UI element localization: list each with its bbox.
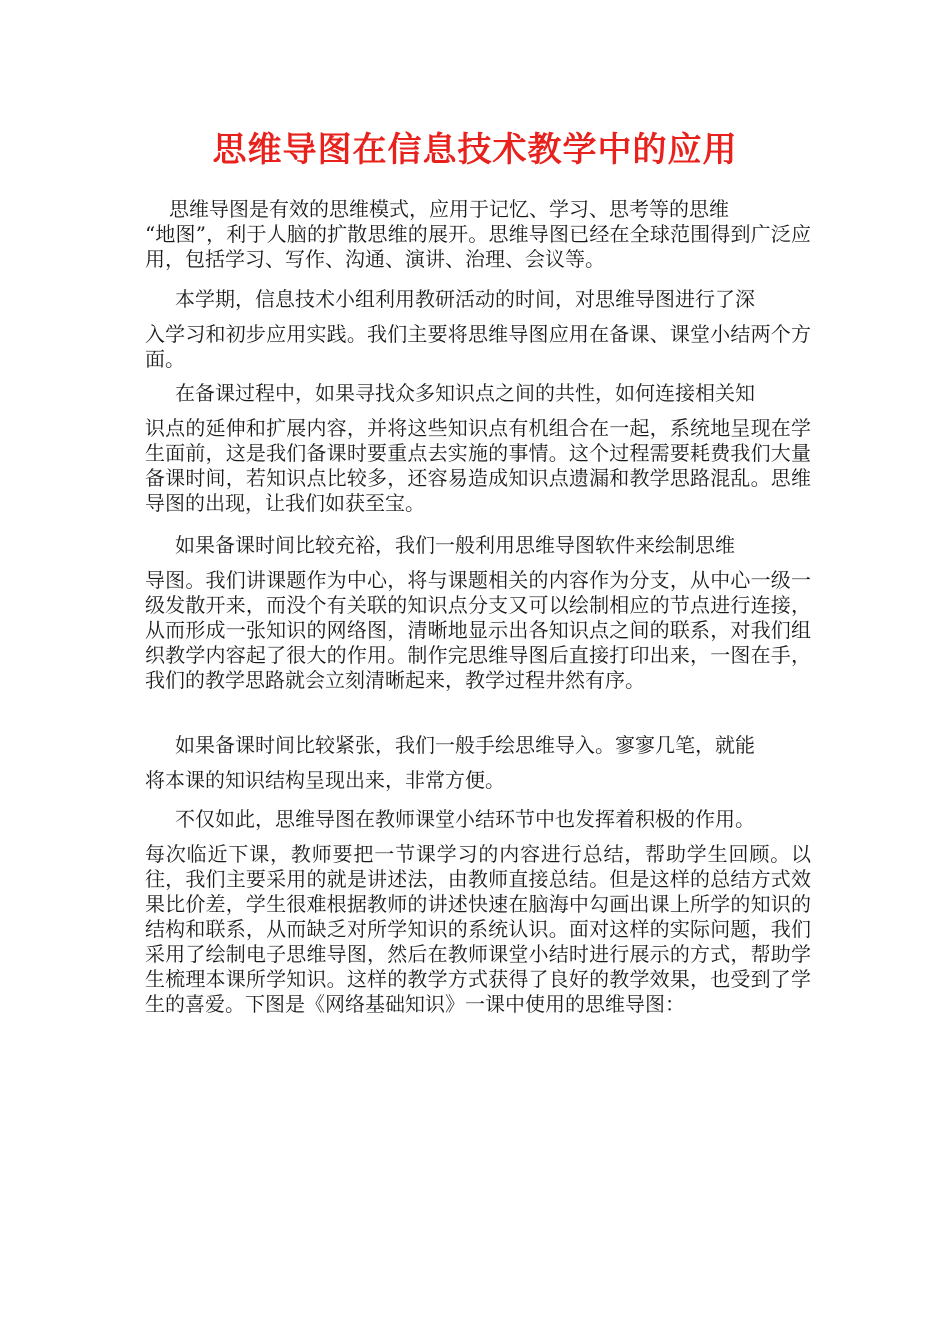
paragraph-body: 入学习和初步应用实践。我们主要将思维导图应用在备课、课堂小结两个方面。 xyxy=(145,322,811,371)
paragraph-first-line: 思维导图是有效的思维模式，应用于记忆、学习、思考等的思维 xyxy=(169,197,729,221)
paragraph-body: 每次临近下课，教师要把一节课学习的内容进行总结，帮助学生回顾。以往，我们主要采用的就是讲述法，由教师直接总结。但是这样的总结方式效果比价差，学生很难根据教师的讲述快速在脑海中勾画出课上所学的知识的结构和联系，从而缺乏对所学知识的系统认识。面对这样的实际问题，我们采用了绘制电子思维导图，然后在教师课堂小结时进行展示的方式，帮助学生梳理本课所学知识。这样的教学方式获得了良好的教学效果，也受到了学生的喜爱。下图是《网络基础知识》一课中使用的思维导图： xyxy=(145,842,811,1016)
paragraph-body: “地图”，利于人脑的扩散思维的展开。思维导图已经在全球范围得到广泛应用，包括学习、写作、沟通、演讲、治理、会议等。 xyxy=(145,222,811,271)
paragraph-semester xyxy=(145,287,811,372)
paragraph-intro xyxy=(145,197,811,272)
paragraph-first-line: 不仅如此，思维导图在教师课堂小结环节中也发挥着积极的作用。 xyxy=(175,807,755,831)
paragraph-body: 将本课的知识结构呈现出来，非常方便。 xyxy=(145,768,505,792)
paragraph-software xyxy=(145,533,811,693)
paragraph-hand-drawn xyxy=(145,733,811,793)
paragraph-lesson-prep xyxy=(145,381,811,516)
document-title: 思维导图在信息技术教学中的应用 xyxy=(212,130,738,170)
paragraph-first-line: 在备课过程中，如果寻找众多知识点之间的共性，如何连接相关知 xyxy=(175,381,755,405)
paragraph-summary xyxy=(145,807,811,1017)
paragraph-body: 导图。我们讲课题作为中心，将与课题相关的内容作为分支，从中心一级一级发散开来，而没个有关联的知识点分支又可以绘制相应的节点进行连接，从而形成一张知识的网络图，清晰地显示出各知识点之间的联系，对我们组织教学内容起了很大的作用。制作完思维导图后直接打印出来，一图在手，我们的教学思路就会立刻清晰起来，教学过程井然有序。 xyxy=(145,568,811,692)
paragraph-first-line: 本学期，信息技术小组利用教研活动的时间，对思维导图进行了深 xyxy=(175,287,755,311)
paragraph-body: 识点的延伸和扩展内容，并将这些知识点有机组合在一起，系统地呈现在学生面前，这是我们备课时要重点去实施的事情。这个过程需要耗费我们大量备课时间，若知识点比较多，还容易造成知识点遗漏和教学思路混乱。思维导图的出现，让我们如获至宝。 xyxy=(145,416,811,515)
paragraph-first-line: 如果备课时间比较充裕，我们一般利用思维导图软件来绘制思维 xyxy=(175,533,735,557)
paragraph-first-line: 如果备课时间比较紧张，我们一般手绘思维导入。寥寥几笔，就能 xyxy=(175,733,755,757)
